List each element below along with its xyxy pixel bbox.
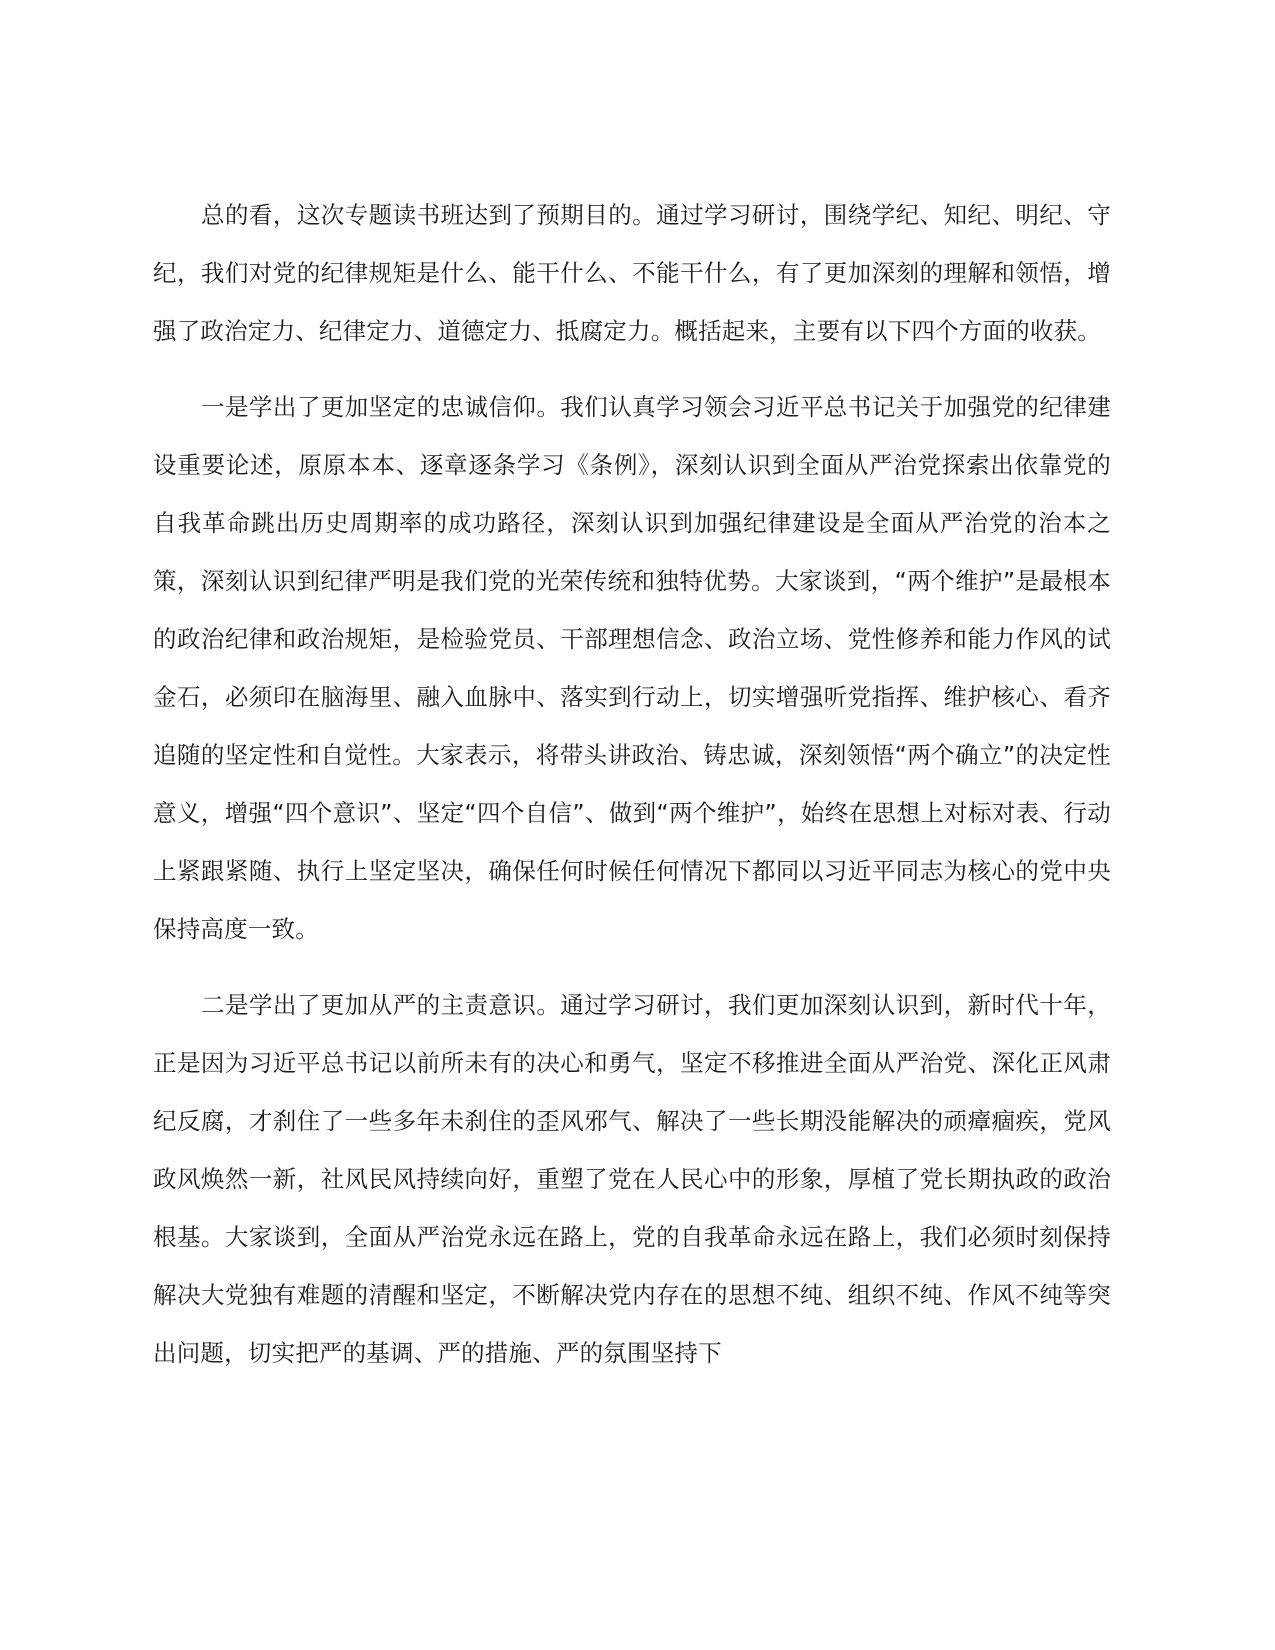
document-body [153, 186, 1111, 1382]
paragraph-loyalty-belief: 一是学出了更加坚定的忠诚信仰。我们认真学习领会习近平总书记关于加强党的纪律建设重要论述，原原本本、逐章逐条学习《条例》，深刻认识到全面从严治党探索出依靠党的自我革命跳出历史周期率的成功路径，深刻认识到加强纪律建设是全面从严治党的治本之策，深刻认识到纪律严明是我们党的光荣传统和独特优势。大家谈到，“两个维护”是最根本的政治纪律和政治规矩，是检验党员、干部理想信念、政治立场、党性修养和能力作风的试金石，必须印在脑海里、融入血脉中、落实到行动上，切实增强听党指挥、维护核心、看齐追随的坚定性和自觉性。大家表示，将带头讲政治、铸忠诚，深刻领悟“两个确立”的决定性意义，增强“四个意识”、坚定“四个自信”、做到“两个维护”，始终在思想上对标对表、行动上紧跟紧随、执行上坚定坚决，确保任何时候任何情况下都同以习近平同志为核心的党中央保持高度一致。 [153, 393, 1111, 943]
paragraph-summary: 总的看，这次专题读书班达到了预期目的。通过学习研讨，围绕学纪、知纪、明纪、守纪，我们对党的纪律规矩是什么、能干什么、不能干什么，有了更加深刻的理解和领悟，增强了政治定力、纪律定力、道德定力、抵腐定力。概括起来，主要有以下四个方面的收获。 [153, 201, 1111, 345]
paragraph-strict-responsibility: 二是学出了更加从严的主责意识。通过学习研讨，我们更加深刻认识到，新时代十年，正是因为习近平总书记以前所未有的决心和勇气，坚定不移推进全面从严治党、深化正风肃纪反腐，才刹住了一些多年未刹住的歪风邪气、解决了一些长期没能解决的顽瘴痼疾，党风政风焕然一新，社风民风持续向好，重塑了党在人民心中的形象，厚植了党长期执政的政治根基。大家谈到，全面从严治党永远在路上，党的自我革命永远在路上，我们必须时刻保持解决大党独有难题的清醒和坚定，不断解决党内存在的思想不纯、组织不纯、作风不纯等突出问题，切实把严的基调、严的措施、严的氛围坚持下 [153, 991, 1111, 1367]
